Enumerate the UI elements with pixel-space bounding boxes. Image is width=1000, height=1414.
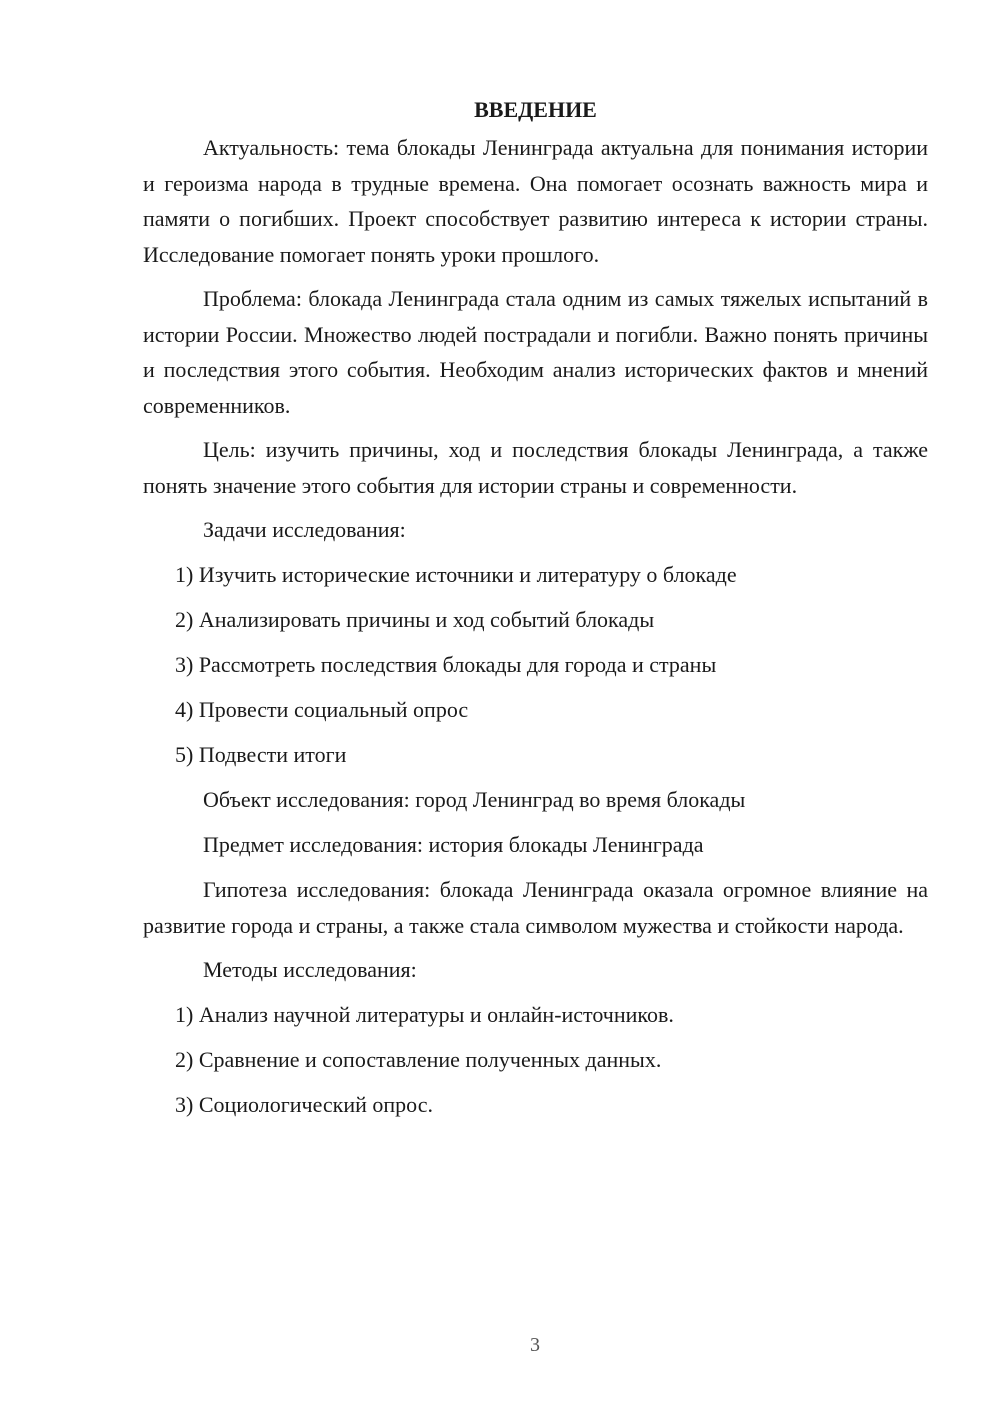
methods-list bbox=[143, 997, 928, 1123]
page-number: 3 bbox=[530, 1334, 540, 1356]
problem-paragraph: Проблема: блокада Ленинграда стала одним из самых тяжелых испытаний в истории России. Множество людей пострадали и погибли. Важно понять причины и последствия этого события. Необходим анализ исторических фактов и мнений современников. bbox=[143, 286, 928, 418]
list-item: 3) Рассмотреть последствия блокады для города и страны bbox=[175, 652, 717, 677]
list-item: 3) Социологический опрос. bbox=[175, 1092, 433, 1117]
list-item: 1) Анализ научной литературы и онлайн-источников. bbox=[175, 1002, 674, 1027]
list-item: 2) Сравнение и сопоставление полученных данных. bbox=[175, 1047, 662, 1072]
object-line: Объект исследования: город Ленинград во время блокады bbox=[203, 787, 746, 812]
list-item: 2) Анализировать причины и ход событий блокады bbox=[175, 607, 655, 632]
subject-line: Предмет исследования: история блокады Ленинграда bbox=[203, 832, 704, 857]
list-item: 1) Изучить исторические источники и литературу о блокаде bbox=[175, 562, 737, 587]
tasks-list bbox=[143, 557, 928, 773]
hypothesis-paragraph: Гипотеза исследования: блокада Ленинграда оказала огромное влияние на развитие города и страны, а также стала символом мужества и стойкости народа. bbox=[143, 877, 928, 938]
methods-heading: Методы исследования: bbox=[203, 957, 417, 982]
goal-paragraph: Цель: изучить причины, ход и последствия блокады Ленинграда, а также понять значение этого события для истории страны и современности. bbox=[143, 437, 928, 498]
document-page bbox=[143, 92, 928, 1132]
tasks-heading: Задачи исследования: bbox=[203, 517, 406, 542]
relevance-paragraph: Актуальность: тема блокады Ленинграда актуальна для понимания истории и героизма народа в трудные времена. Она помогает осознать важность мира и памяти о погибших. Проект способствует развитию интереса к истории страны. Исследование помогает понять уроки прошлого. bbox=[143, 135, 928, 267]
page-title: ВВЕДЕНИЕ bbox=[474, 97, 597, 122]
list-item: 4) Провести социальный опрос bbox=[175, 697, 469, 722]
list-item: 5) Подвести итоги bbox=[175, 742, 347, 767]
